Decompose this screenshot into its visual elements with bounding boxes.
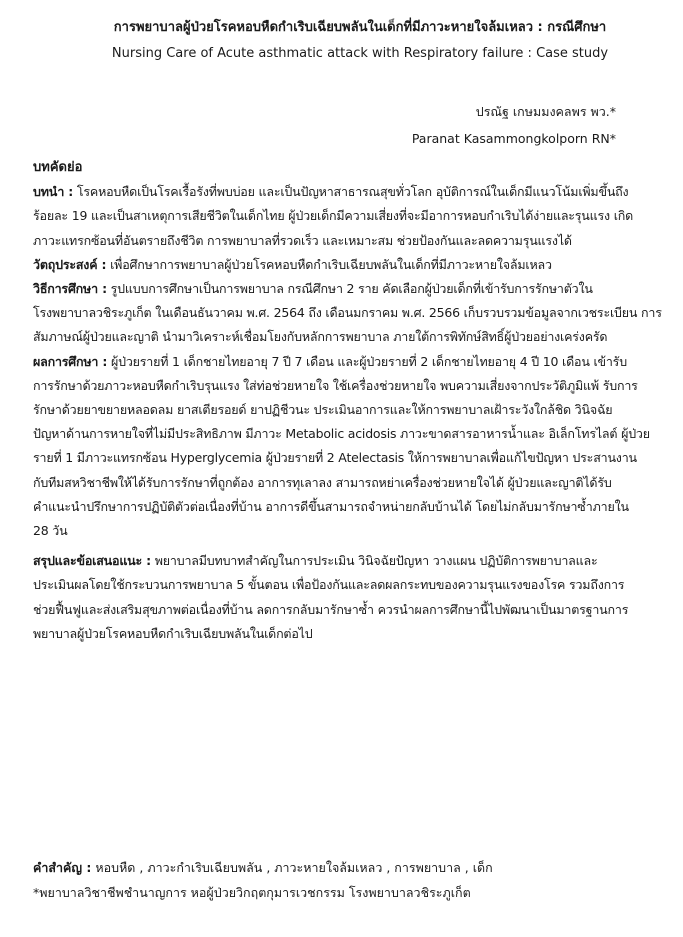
introduction-paragraph: [33, 180, 658, 253]
results-line-4: ปัญหาด้านการหายใจที่ไม่มีประสิทธิภาพ มีภาวะ Metabolic acidosis ภาวะขาดสารอาหารน้ำและ อิเล็กโทรไลต์ ผู้ป่วย: [33, 426, 650, 442]
introduction-line-1: โรคหอบหืดเป็นโรคเรื้อรังที่พบบ่อย และเป็นปัญหาสาธารณสุขทั่วโลก อุบัติการณ์ในเด็กมีแนวโน้มเพิ่มขึ้นถึง: [76, 184, 629, 200]
results-label: ผลการศึกษา :: [33, 353, 108, 369]
methods-line-3: สัมภาษณ์ผู้ป่วยและญาติ นำมาวิเคราะห์เชื่อมโยงกับหลักการพยาบาล ภายใต้การพิทักษ์สิทธิ์ผู้ป่วยอย่างเคร่งครัด: [33, 329, 608, 345]
objective-paragraph: [33, 253, 658, 277]
title-english: Nursing Care of Acute asthmatic attack with Respiratory failure : Case study: [111, 46, 609, 61]
keywords-label: คำสำคัญ :: [33, 860, 92, 875]
objective-line-1: เพื่อศึกษาการพยาบาลผู้ป่วยโรคหอบหืดกำเริบเฉียบพลันในเด็กที่มีภาวะหายใจล้มเหลว: [110, 256, 552, 272]
abstract-section: [33, 156, 662, 646]
objective-label: วัตถุประสงค์ :: [33, 256, 107, 272]
paragraph-line: [33, 180, 658, 204]
author-english: Paranat Kasammongkolporn RN*: [411, 131, 616, 146]
methods-label: วิธีการศึกษา :: [33, 281, 107, 297]
results-paragraph: [33, 350, 658, 544]
conclusion-line-3: ช่วยฟื้นฟูและส่งเสริมสุขภาพต่อเนื่องที่บ้าน ลดการกลับมารักษาซ้ำ ควรนำผลการศึกษานี้ไปพัฒนาเป็นมาตรฐานการ: [33, 601, 629, 617]
methods-paragraph: [33, 277, 662, 350]
paragraph-line: [33, 350, 658, 374]
results-line-5: รายที่ 1 มีภาวะแทรกซ้อน Hyperglycemia ผู้ป่วยรายที่ 2 Atelectasis ให้การพยาบาลเพื่อแก้ไขปัญหา ประสานงาน: [33, 450, 637, 466]
methods-line-1: รูปแบบการศึกษาเป็นการพยาบาล กรณีศึกษา 2 ราย คัดเลือกผู้ป่วยเด็กที่เข้ารับการรักษาตัวใน: [110, 281, 593, 297]
title-thai: การพยาบาลผู้ป่วยโรคหอบหืดกำเริบเฉียบพลันในเด็กที่มีภาวะหายใจล้มเหลว : กรณีศึกษา: [113, 20, 607, 35]
conclusion-label: สรุปและข้อเสนอแนะ :: [33, 553, 151, 569]
methods-line-2: โรงพยาบาลวชิระภูเก็ต ในเดือนธันวาคม พ.ศ. 2564 ถึง เดือนมกราคม พ.ศ. 2566 เก็บรวบรวมข้อมูลจากเวชระเบียน การ: [33, 305, 662, 321]
paragraph-line: [33, 253, 658, 277]
introduction-line-2: ร้อยละ 19 และเป็นสาเหตุการเสียชีวิตในเด็กไทย ผู้ป่วยเด็กมีความเสี่ยงที่จะมีอาการหอบกำเริบได้ง่ายและรุนแรง เกิด: [33, 208, 634, 224]
keywords: [33, 858, 658, 878]
conclusion-line-4: พยาบาลผู้ป่วยโรคหอบหืดกำเริบเฉียบพลันในเด็กต่อไป: [33, 625, 313, 641]
results-line-1: ผู้ป่วยรายที่ 1 เด็กชายไทยอายุ 7 ปี 7 เดือน และผู้ป่วยรายที่ 2 เด็กชายไทยอายุ 4 ปี 10 เดือน เข้ารับ: [110, 353, 627, 369]
results-line-2: การรักษาด้วยภาวะหอบหืดกำเริบรุนแรง ใส่ท่อช่วยหายใจ ใช้เครื่องช่วยหายใจ พบความเสี่ยงจากประวัติภูมิแพ้ รับการ: [33, 377, 638, 393]
author-footnote: *พยาบาลวิชาชีพชำนาญการ หอผู้ป่วยวิกฤตกุมารเวชกรรม โรงพยาบาลวชิระภูเก็ต: [33, 885, 471, 900]
author-thai: ปรณัฐ เกษมมงคลพร พว.*: [475, 104, 616, 119]
conclusion-paragraph: [33, 549, 658, 646]
keywords-text: หอบหืด , ภาวะกำเริบเฉียบพลัน , ภาวะหายใจล้มเหลว , การพยาบาล , เด็ก: [95, 860, 493, 875]
results-line-7: คำแนะนำปรึกษาการปฏิบัติตัวต่อเนื่องที่บ้าน อาการดีขึ้นสามารถจำหน่ายกลับบ้านได้ โดยไม่กลับมารักษาซ้ำภายใน: [33, 498, 629, 514]
results-line-6: กับทีมสหวิชาชีพให้ได้รับการรักษาที่ถูกต้อง อาการทุเลาลง สามารถหย่าเครื่องช่วยหายใจได้ ผู้ป่วยและญาติได้รับ: [33, 474, 612, 490]
paragraph-line: [33, 277, 658, 301]
results-line-3: รักษาด้วยยาขยายหลอดลม ยาสเตียรอยด์ ยาปฏิชีวนะ ประเมินอาการและให้การพยาบาลเฝ้าระวังใกล้ชิด วินิจฉัย: [33, 402, 613, 418]
results-line-8: 28 วัน: [33, 523, 68, 539]
introduction-label: บทนำ :: [33, 184, 74, 200]
abstract-heading: บทคัดย่อ: [33, 160, 83, 175]
conclusion-line-2: ประเมินผลโดยใช้กระบวนการพยาบาล 5 ขั้นตอน เพื่อป้องกันและลดผลกระทบของความรุนแรงของโรค รวมถึงการ: [33, 577, 625, 593]
introduction-line-3: ภาวะแทรกซ้อนที่อันตรายถึงชีวิต การพยาบาลที่รวดเร็ว และเหมาะสม ช่วยป้องกันและลดความรุนแรงได้: [33, 232, 572, 248]
paragraph-line: [33, 549, 658, 573]
conclusion-line-1: พยาบาลมีบทบาทสำคัญในการประเมิน วินิจฉัยปัญหา วางแผน ปฏิบัติการพยาบาลและ: [154, 553, 598, 569]
